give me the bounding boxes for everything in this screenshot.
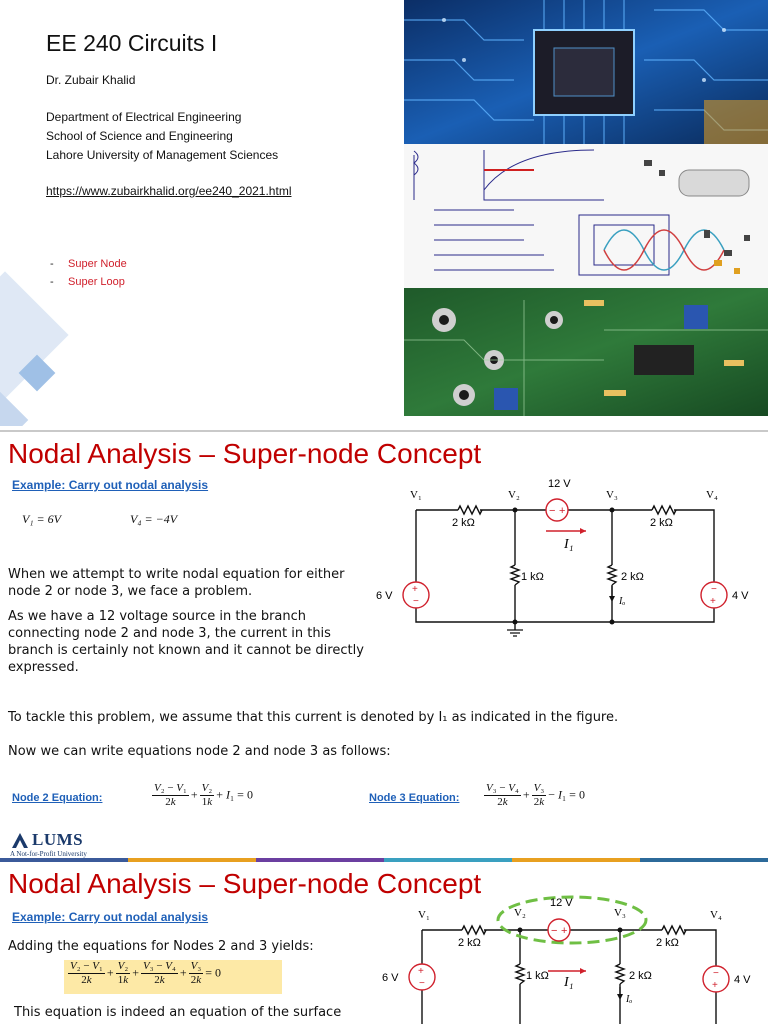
svg-text:−: − [551,925,558,937]
explanation-paragraph-4: Now we can write equations node 2 and node 3 as follows: [8,744,391,759]
resistor-1k [511,565,519,585]
electronics-collage-image [404,0,768,416]
svg-text:V₄: V₄ [710,909,722,921]
resistor-2k-right [652,506,676,514]
supernode-slide-continued [0,862,768,1024]
bullet-super-node [50,258,127,270]
bullet-super-loop [50,276,125,288]
node3-equation: $\frac{\text{V₃ − V₄}}{2k}$ + $\frac{\text{V₃}}{2k}$ − I₁ = 0 [486,782,585,808]
svg-text:+: + [412,584,418,595]
svg-text:−: − [549,505,556,517]
svg-text:−: − [713,968,719,979]
svg-text:+: + [712,980,718,991]
bullet-label: Super Node [68,258,127,270]
explanation-paragraph-1: When we attempt to write nodal equation for either node 2 or node 3, we face a problem. [8,567,345,599]
bullet-label: Super Loop [68,276,125,288]
resistor-label-2k-left: 2 kΩ [452,517,475,529]
resistor-2k-left [458,506,482,514]
example-heading: Example: Carry out nodal analysis [12,910,209,924]
svg-text:V₂: V₂ [514,907,526,919]
explanation-paragraph-1: Adding the equations for Nodes 2 and 3 yields: [8,939,314,954]
svg-text:6 V: 6 V [382,972,399,984]
bullet-dash: - [50,276,54,288]
resistor-label-2k-right: 2 kΩ [650,517,673,529]
node2-equation: $\frac{\text{V₂ − V₁}}{2k}$ + $\frac{\text{V₂}}{1k}$ + I₁ = 0 [154,782,253,808]
supernode-slide [0,432,768,860]
node3-equation-label: Node 3 Equation: [369,792,460,804]
slide-title: Nodal Analysis – Super-node Concept [8,868,482,899]
explanation-paragraph-3: To tackle this problem, we assume that this current is denoted by I₁ as indicated in the figure. [8,710,619,725]
svg-text:Iₒ: Iₒ [626,994,633,1005]
current-label-io: Iₒ [619,596,626,607]
school: School of Science and Engineering [46,129,233,143]
source-label-4v: 4 V [732,590,749,602]
decor-diamond [0,392,28,430]
resistor-label-1k: 1 kΩ [521,571,544,583]
source-label-12v: 12 V [548,478,571,490]
svg-text:I₁: I₁ [564,975,574,990]
university: Lahore University of Management Sciences [46,148,279,162]
circuit-diagram [370,470,760,640]
svg-text:+: + [561,925,568,937]
svg-text:2 kΩ: 2 kΩ [656,937,679,949]
author-name: Dr. Zubair Khalid [46,73,136,87]
svg-text:2 kΩ: 2 kΩ [458,937,481,949]
source-label-6v: 6 V [376,590,393,602]
title-slide [0,0,768,430]
logo-text: LUMS [32,830,84,849]
given-v1: V₁ = 6V [22,512,61,526]
supernode-equation: $\frac{\text{V₂ − V₁}}{2k}$ + $\frac{\text{V₂}}{1k}$ + $\frac{\text{V₃ − V₄}}{2k}$ + $\frac{\text{V₃}}{2k}$ = 0 [70,960,221,986]
given-v4: V₄ = −4V [130,512,178,526]
slide-title: Nodal Analysis – Super-node Concept [8,438,482,469]
svg-text:V₁: V₁ [418,909,430,921]
svg-text:2 kΩ: 2 kΩ [629,970,652,982]
example-heading: Example: Carry out nodal analysis [12,478,209,492]
svg-text:12 V: 12 V [550,897,573,909]
node-label-v1: V₁ [410,489,422,501]
bullet-dash: - [50,258,54,270]
svg-text:−: − [711,584,717,595]
svg-text:1 kΩ: 1 kΩ [526,970,549,982]
lums-crest-icon [10,830,30,850]
svg-text:+: + [710,596,716,607]
node2-equation-label: Node 2 Equation: [12,792,103,804]
resistor-label-2k-mid: 2 kΩ [621,571,644,583]
svg-text:+: + [418,966,424,977]
department: Department of Electrical Engineering [46,110,242,124]
svg-text:−: − [413,596,419,607]
svg-text:+: + [559,505,566,517]
resistor-2k-mid [608,565,616,585]
course-url-link[interactable]: https://www.zubairkhalid.org/ee240_2021.html [46,184,292,198]
svg-text:4 V: 4 V [734,974,751,986]
svg-text:−: − [419,978,425,989]
node-label-v4: V₄ [706,489,718,501]
node-label-v3: V₃ [606,489,618,501]
explanation-paragraph-2: This equation is indeed an equation of the surface [14,1005,342,1020]
node-label-v2: V₂ [508,489,520,501]
svg-text:V₃: V₃ [614,907,626,919]
explanation-paragraph-2: As we have a 12 voltage source in the branch connecting node 2 and node 3, the current in this branch is certainly not known and it cannot be directly expressed. [8,609,364,675]
circuit-diagram-supernode [370,890,760,1024]
course-title: EE 240 Circuits I [46,30,218,56]
current-label-i1: I₁ [564,537,574,552]
logo-tagline: A Not-for-Profit University [10,850,87,858]
